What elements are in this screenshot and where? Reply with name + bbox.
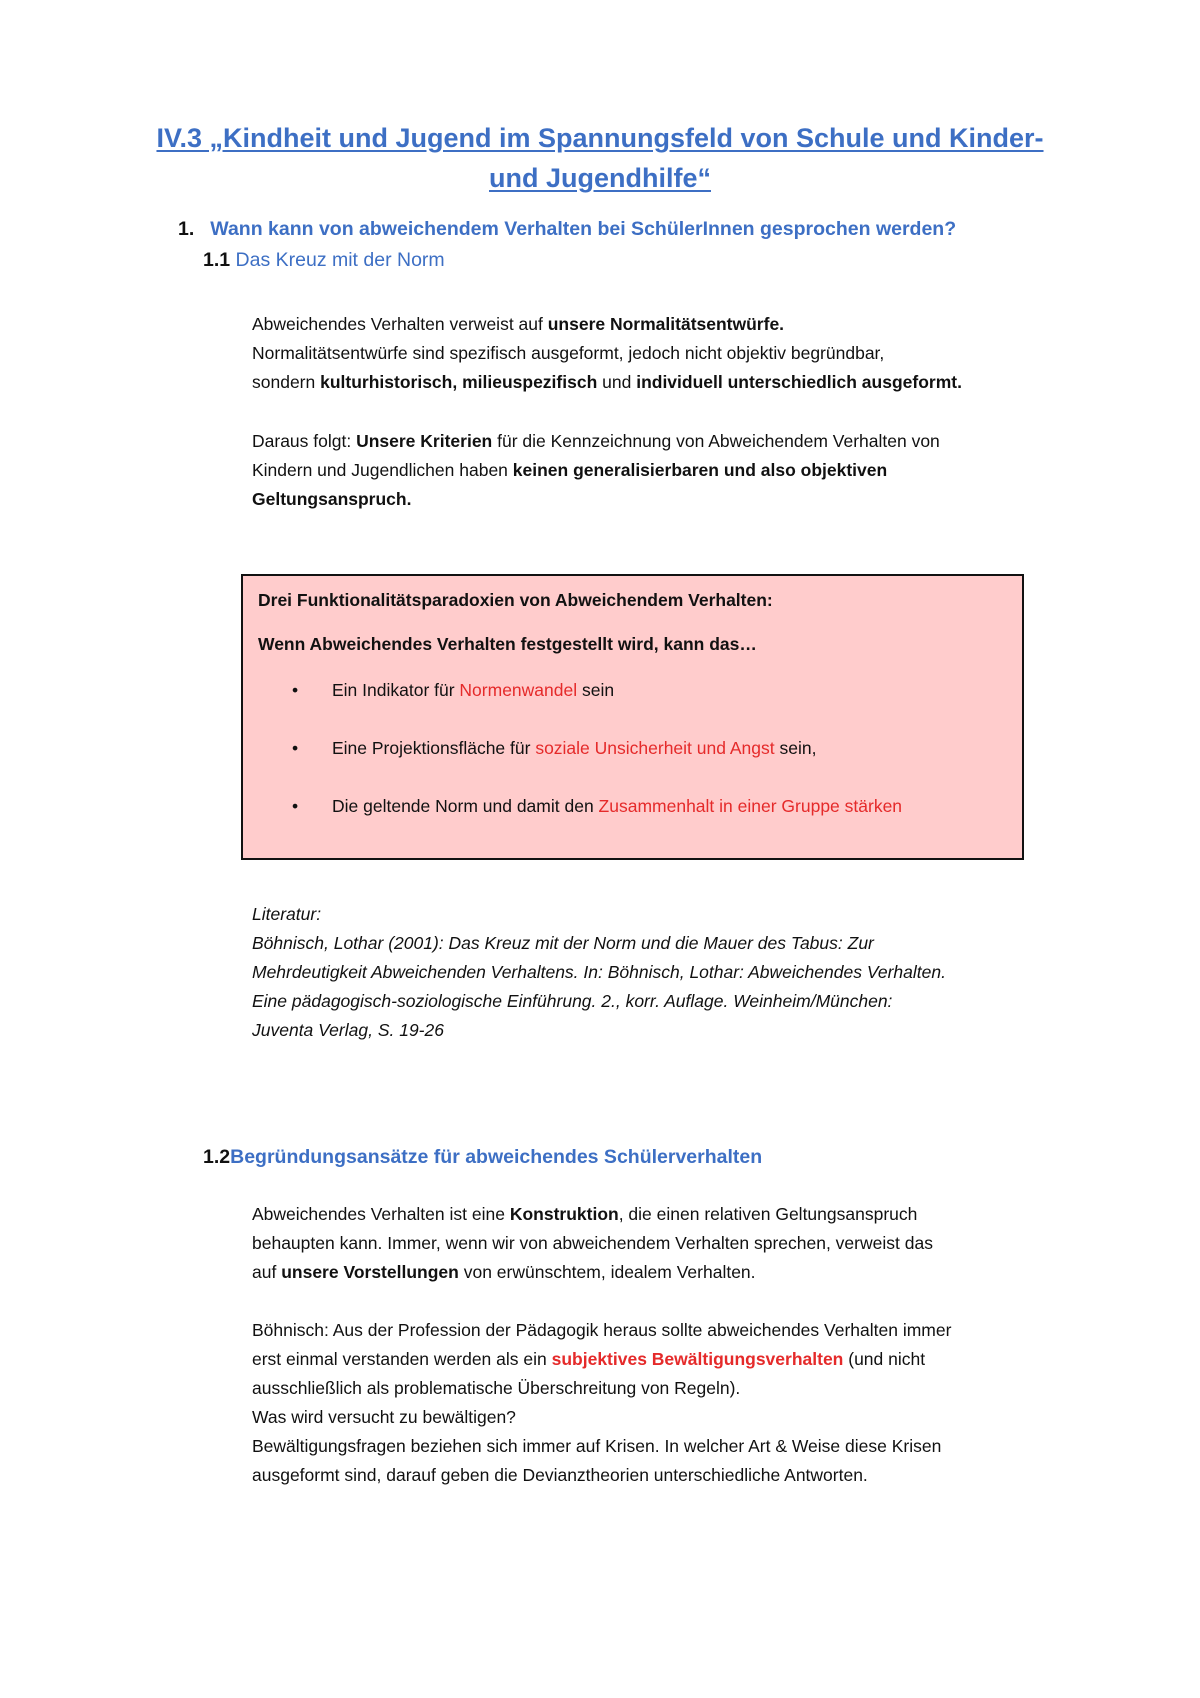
page-title <box>120 118 1080 198</box>
paradox-callout-box <box>241 574 1024 860</box>
section-1-2-heading <box>203 1146 762 1169</box>
text-highlight: soziale Unsicherheit und Angst <box>535 738 775 758</box>
text-run: Böhnisch, Lothar (2001): Das Kreuz mit der Norm und die Mauer des Tabus: Zur <box>252 933 874 953</box>
text-run-bold: unsere Vorstellungen <box>281 1262 459 1282</box>
text-run: Normalitätsentwürfe sind spezifisch ausgeformt, jedoch nicht objektiv begründbar, <box>252 343 885 363</box>
text-run: Eine Projektionsfläche für <box>332 738 536 758</box>
section-1-1-title: Das Kreuz mit der Norm <box>235 249 445 271</box>
text-highlight: Zusammenhalt in einer Gruppe stärken <box>598 796 903 816</box>
text-run: Bewältigungsfragen beziehen sich immer auf Krisen. In welcher Art & Weise diese Krisen <box>252 1436 942 1456</box>
text-run-bold: Geltungsanspruch. <box>252 489 412 509</box>
text-highlight: Normenwandel <box>459 680 578 700</box>
text-run: Die geltende Norm und damit den <box>332 796 599 816</box>
title-line-1: IV.3 „Kindheit und Jugend im Spannungsfeld von Schule und Kinder- <box>156 123 1044 153</box>
section-1-2-title: Begründungsansätze für abweichendes Schülerverhalten <box>230 1146 763 1168</box>
section-1-title: Wann kann von abweichendem Verhalten bei SchülerInnen gesprochen werden? <box>210 218 957 240</box>
bullet-icon: • <box>292 796 299 816</box>
paragraph-normality <box>252 310 1082 397</box>
text-run: ausschließlich als problematische Überschreitung von Regeln). <box>252 1378 741 1398</box>
text-run: sein <box>577 680 615 700</box>
paragraph-construction <box>252 1200 1082 1287</box>
text-run-bold: keinen generalisierbaren und also objektiven <box>512 460 888 480</box>
text-run: Juventa Verlag, S. 19-26 <box>252 1020 444 1040</box>
section-1-2-number: 1.2 <box>203 1146 231 1168</box>
section-1-1-number: 1.1 <box>203 249 231 271</box>
text-run-bold: kulturhistorisch, milieuspezifisch <box>320 372 598 392</box>
text-run: sondern <box>252 372 321 392</box>
text-run: ausgeformt sind, darauf geben die Devianztheorien unterschiedliche Antworten. <box>252 1465 868 1485</box>
text-run: (und nicht <box>843 1349 926 1369</box>
text-run: , die einen relativen Geltungsanspruch <box>618 1204 918 1224</box>
text-highlight: subjektives Bewältigungsverhalten <box>551 1349 844 1369</box>
title-line-2: und Jugendhilfe“ <box>489 163 711 193</box>
paragraph-coping <box>252 1316 1082 1490</box>
text-run: sein, <box>774 738 817 758</box>
text-run: erst einmal verstanden werden als ein <box>252 1349 552 1369</box>
text-run: Ein Indikator für <box>332 680 460 700</box>
literature-reference <box>252 900 1082 1045</box>
text-run: Daraus folgt: <box>252 431 357 451</box>
list-item <box>292 738 816 759</box>
text-run: Mehrdeutigkeit Abweichenden Verhaltens. In: Böhnisch, Lothar: Abweichendes Verhalten. <box>252 962 946 982</box>
callout-subheading: Wenn Abweichendes Verhalten festgestellt wird, kann das… <box>258 634 757 654</box>
text-run: für die Kennzeichnung von Abweichendem Verhalten von <box>492 431 940 451</box>
text-run-bold: unsere Normalitätsentwürfe. <box>547 314 785 334</box>
paragraph-conclusion <box>252 427 1082 514</box>
text-run: Kindern und Jugendlichen haben <box>252 460 513 480</box>
text-run: Abweichendes Verhalten ist eine <box>252 1204 510 1224</box>
section-1-1-heading <box>203 249 445 272</box>
bullet-icon: • <box>292 738 299 758</box>
section-1-heading <box>178 218 956 241</box>
text-run: Was wird versucht zu bewältigen? <box>252 1407 516 1427</box>
list-item <box>292 680 614 701</box>
text-run-bold: individuell unterschiedlich ausgeformt. <box>636 372 962 392</box>
bullet-icon: • <box>292 680 299 700</box>
text-run: und <box>597 372 637 392</box>
text-run: auf <box>252 1262 282 1282</box>
text-run: von erwünschtem, idealem Verhalten. <box>458 1262 756 1282</box>
list-item <box>292 796 902 817</box>
text-run-bold: Unsere Kriterien <box>356 431 493 451</box>
text-run: behaupten kann. Immer, wenn wir von abweichendem Verhalten sprechen, verweist das <box>252 1233 933 1253</box>
literature-label: Literatur: <box>252 904 322 924</box>
text-run: Eine pädagogisch-soziologische Einführung. 2., korr. Auflage. Weinheim/München: <box>252 991 893 1011</box>
text-run: Abweichendes Verhalten verweist auf <box>252 314 548 334</box>
text-run-bold: Konstruktion <box>509 1204 619 1224</box>
text-run: Böhnisch: Aus der Profession der Pädagogik heraus sollte abweichendes Verhalten immer <box>252 1320 952 1340</box>
callout-heading: Drei Funktionalitätsparadoxien von Abweichendem Verhalten: <box>258 590 773 610</box>
section-1-number: 1. <box>178 218 195 240</box>
